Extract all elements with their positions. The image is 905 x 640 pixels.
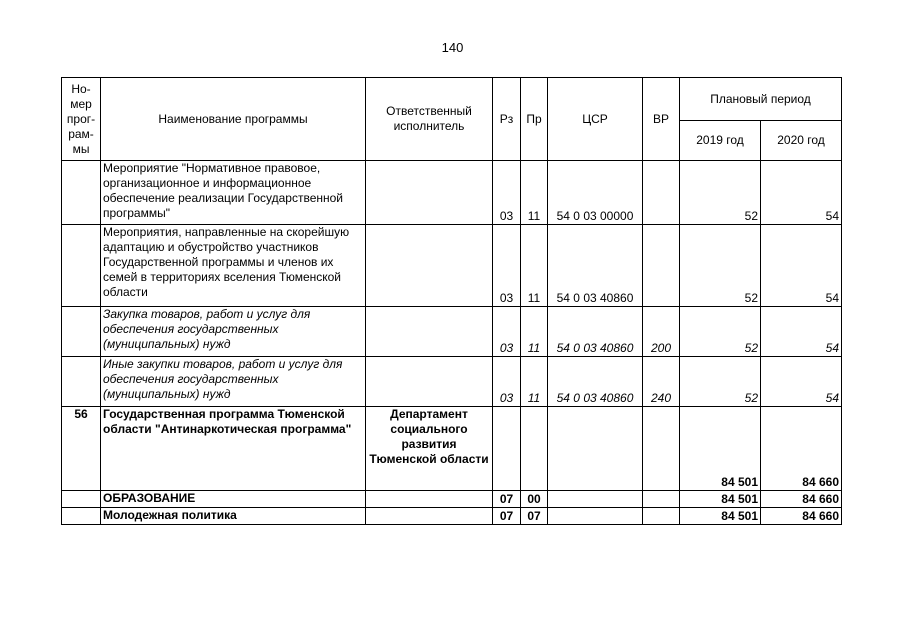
table-row xyxy=(62,357,842,407)
year-2020-value: 84 660 xyxy=(761,407,842,491)
csr-cell: 54 0 03 40860 xyxy=(548,357,643,407)
csr-cell: 54 0 03 40860 xyxy=(548,307,643,357)
program-name-cell: Мероприятие "Нормативное правовое, организационное и информационное обеспечение реализации Государственной программы" xyxy=(101,161,366,225)
rz-cell: 07 xyxy=(493,508,521,525)
program-name-cell: Мероприятия, направленные на скорейшую адаптацию и обустройство участников Государственной программы и членов их семей в территориях вселения Тюменской области xyxy=(101,225,366,307)
year-2019-value: 52 xyxy=(680,357,761,407)
program-number-cell xyxy=(62,307,101,357)
program-name-cell: ОБРАЗОВАНИЕ xyxy=(101,491,366,508)
page-number: 140 xyxy=(441,40,464,55)
executor-cell xyxy=(366,225,493,307)
table-row xyxy=(62,508,842,525)
rz-cell: 03 xyxy=(493,161,521,225)
year-2019-value: 84 501 xyxy=(680,508,761,525)
program-name-cell: Государственная программа Тюменской области "Антинаркотическая программа" xyxy=(101,407,366,491)
pr-cell: 11 xyxy=(521,357,548,407)
table-body xyxy=(62,161,842,525)
year-2019-value: 84 501 xyxy=(680,407,761,491)
year-2020-value: 54 xyxy=(761,357,842,407)
rz-cell: 03 xyxy=(493,307,521,357)
program-number-cell xyxy=(62,508,101,525)
program-number-cell xyxy=(62,225,101,307)
rz-cell: 07 xyxy=(493,491,521,508)
pr-cell xyxy=(521,407,548,491)
csr-cell: 54 0 03 00000 xyxy=(548,161,643,225)
year-2020-value: 54 xyxy=(761,161,842,225)
pr-cell: 07 xyxy=(521,508,548,525)
year-2019-value: 52 xyxy=(680,161,761,225)
header-year-2019: 2019 год xyxy=(680,121,761,161)
vr-cell xyxy=(643,508,680,525)
header-rz: Рз xyxy=(493,78,521,161)
executor-cell xyxy=(366,161,493,225)
year-2019-value: 52 xyxy=(680,225,761,307)
program-number-cell xyxy=(62,161,101,225)
executor-cell xyxy=(366,357,493,407)
pr-cell: 11 xyxy=(521,161,548,225)
pr-cell: 11 xyxy=(521,225,548,307)
csr-cell: 54 0 03 40860 xyxy=(548,225,643,307)
header-planned-period: Плановый период xyxy=(680,78,842,121)
program-name-cell: Иные закупки товаров, работ и услуг для обеспечения государственных (муниципальных) нужд xyxy=(101,357,366,407)
vr-cell: 200 xyxy=(643,307,680,357)
table-row xyxy=(62,407,842,491)
vr-cell xyxy=(643,407,680,491)
executor-cell xyxy=(366,491,493,508)
rz-cell xyxy=(493,407,521,491)
budget-table xyxy=(61,77,842,525)
table-row xyxy=(62,225,842,307)
table-row xyxy=(62,307,842,357)
year-2020-value: 84 660 xyxy=(761,491,842,508)
rz-cell: 03 xyxy=(493,225,521,307)
pr-cell: 11 xyxy=(521,307,548,357)
executor-cell xyxy=(366,307,493,357)
header-program-number: Но- мер прог- рам- мы xyxy=(62,78,101,161)
program-number-cell: 56 xyxy=(62,407,101,491)
csr-cell xyxy=(548,491,643,508)
year-2019-value: 52 xyxy=(680,307,761,357)
program-number-cell xyxy=(62,491,101,508)
csr-cell xyxy=(548,407,643,491)
year-2020-value: 54 xyxy=(761,307,842,357)
year-2019-value: 84 501 xyxy=(680,491,761,508)
vr-cell xyxy=(643,491,680,508)
executor-cell: Департамент социального развития Тюменской области xyxy=(366,407,493,491)
rz-cell: 03 xyxy=(493,357,521,407)
csr-cell xyxy=(548,508,643,525)
table-row xyxy=(62,491,842,508)
table-row xyxy=(62,161,842,225)
header-vr: ВР xyxy=(643,78,680,161)
program-name-cell: Закупка товаров, работ и услуг для обеспечения государственных (муниципальных) нужд xyxy=(101,307,366,357)
header-program-name: Наименование программы xyxy=(101,78,366,161)
header-year-2020: 2020 год xyxy=(761,121,842,161)
vr-cell xyxy=(643,161,680,225)
header-pr: Пр xyxy=(521,78,548,161)
executor-cell xyxy=(366,508,493,525)
year-2020-value: 84 660 xyxy=(761,508,842,525)
program-number-cell xyxy=(62,357,101,407)
header-csr: ЦСР xyxy=(548,78,643,161)
header-executor: Ответственный исполнитель xyxy=(366,78,493,161)
vr-cell: 240 xyxy=(643,357,680,407)
pr-cell: 00 xyxy=(521,491,548,508)
table-header xyxy=(62,78,842,161)
vr-cell xyxy=(643,225,680,307)
year-2020-value: 54 xyxy=(761,225,842,307)
program-name-cell: Молодежная политика xyxy=(101,508,366,525)
